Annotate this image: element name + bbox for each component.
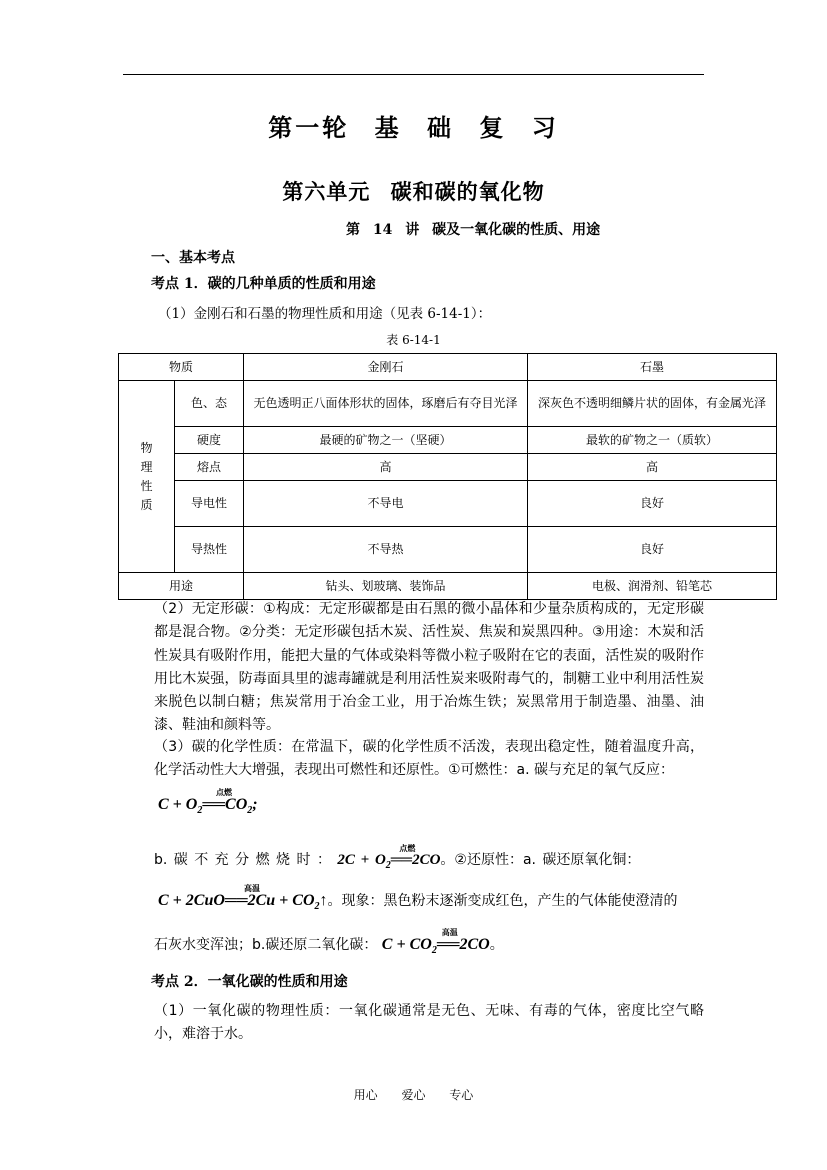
table-use-row xyxy=(119,573,777,600)
kp1-intro: （1）金刚石和石墨的物理性质和用途（见表 6-14-1）： xyxy=(158,306,492,322)
unit-title: 第六单元 碳和碳的氧化物 xyxy=(282,179,545,204)
equation-carbon-dioxide-reduction: 高温 $C + CO_2══2CO$ xyxy=(381,928,490,957)
chemical-properties-paragraph: （3）碳的化学性质：在常温下，碳的化学性质不活泼，表现出稳定性，随着温度升高，化学活动性大大增强，表现出可燃性和还原性。①可燃性：a. 碳与充足的氧气反应： xyxy=(154,739,704,779)
carbon-dioxide-reduction-line: 石灰水变浑浊；b.碳还原二氧化碳： 高温 $C + CO_2══2CO$。 xyxy=(154,928,504,957)
graphite-cell: 深灰色不透明细鳞片状的固体，有金属光泽 xyxy=(528,381,777,427)
kp2-heading: 考点 2．一氧化碳的性质和用途 xyxy=(151,974,348,990)
graphite-cell: 最软的矿物之一（质软） xyxy=(528,427,777,454)
header-rule xyxy=(123,74,704,75)
table-caption: 表 6-14-1 xyxy=(386,333,441,347)
table-row xyxy=(119,427,777,454)
section-heading: 一、基本考点 xyxy=(151,250,235,266)
prop-label: 硬度 xyxy=(175,427,244,454)
table-row xyxy=(119,454,777,481)
diamond-cell: 无色透明正八面体形状的固体，琢磨后有夺目光泽 xyxy=(244,381,528,427)
co-physical-properties-paragraph: （1）一氧化碳的物理性质：一氧化碳通常是无色、无味、有毒的气体，密度比空气略小，难溶于水。 xyxy=(154,1003,704,1043)
prop-label: 熔点 xyxy=(175,454,244,481)
header-diamond: 金刚石 xyxy=(244,354,528,381)
prop-label: 色、态 xyxy=(175,381,244,427)
header-graphite: 石墨 xyxy=(528,354,777,381)
graphite-cell: 良好 xyxy=(528,481,777,527)
equation-complete-combustion: 点燃 $C + O_2══CO_2$; xyxy=(158,788,258,817)
copper-oxide-reduction-line: 高温 C + 2CuO══2Cu + $CO_2↑$。现象：黑色粉末逐渐变成红色，产生的气体能使澄清的 xyxy=(158,884,678,913)
equation-copper-oxide-reduction: 高温 C + 2CuO══2Cu + $CO_2↑$ xyxy=(158,884,328,913)
diamond-cell: 最硬的矿物之一（坚硬） xyxy=(244,427,528,454)
header-substance: 物质 xyxy=(119,354,244,381)
graphite-cell: 高 xyxy=(528,454,777,481)
use-diamond: 钻头、划玻璃、装饰品 xyxy=(244,573,528,600)
table-row xyxy=(119,527,777,573)
use-label: 用途 xyxy=(119,573,244,600)
properties-table xyxy=(118,353,777,600)
graphite-cell: 良好 xyxy=(528,527,777,573)
diamond-cell: 不导热 xyxy=(244,527,528,573)
page-title: 第一轮 基 础 复 习 xyxy=(268,113,559,142)
table-header-row xyxy=(119,354,777,381)
use-graphite: 电极、润滑剂、铅笔芯 xyxy=(528,573,777,600)
lecture-title: 第 14 讲 碳及一氧化碳的性质、用途 xyxy=(346,222,601,238)
page-footer: 用心 爱心 专心 xyxy=(353,1088,474,1102)
amorphous-carbon-paragraph: （2）无定形碳：①构成：无定形碳都是由石黑的微小晶体和少量杂质构成的，无定形碳都是混合物。②分类：无定形碳包括木炭、活性炭、焦炭和炭黑四种。③用途：木炭和活性炭具有吸附作用，能把大量的气体或染料等微小粒子吸附在它的表面，活性炭的吸附作用比木炭强，防毒面具里的滤毒罐就是利用活性炭来吸附毒气的，制糖工业中利用活性炭来脱色以制白糖；焦炭常用于冶金工业，用于冶炼生铁；炭黑常用于制造墨、油墨、油漆、鞋油和颜料等。 xyxy=(154,601,704,734)
diamond-cell: 高 xyxy=(244,454,528,481)
equation-incomplete-combustion: 点燃 $2C + O_2══2CO$ xyxy=(337,844,441,871)
group-label: 物 理 性 质 xyxy=(119,381,175,573)
prop-label: 导热性 xyxy=(175,527,244,573)
diamond-cell: 不导电 xyxy=(244,481,528,527)
table-row xyxy=(119,481,777,527)
prop-label: 导电性 xyxy=(175,481,244,527)
incomplete-combustion-line: b. 碳 不 充 分 燃 烧 时 ： 点燃 $2C + O_2══2CO$。②还原性：a. 碳还原氧化铜： xyxy=(154,844,641,871)
kp1-heading: 考点 1．碳的几种单质的性质和用途 xyxy=(151,276,376,292)
table-row xyxy=(119,381,777,427)
